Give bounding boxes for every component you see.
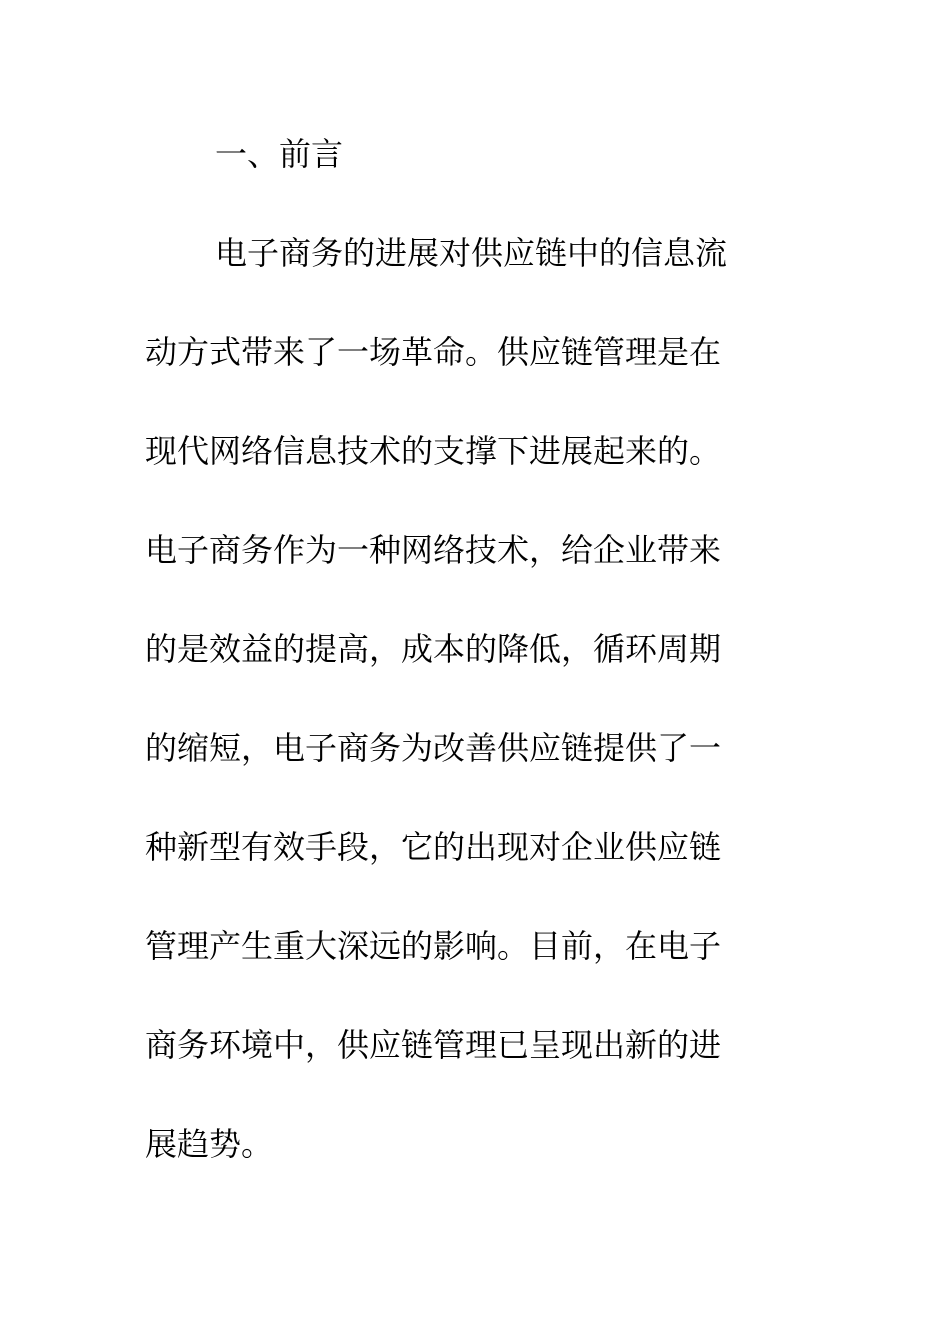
paragraph-line: 展趋势。 xyxy=(145,1125,274,1163)
paragraph-line: 现代网络信息技术的支撑下进展起来的。 xyxy=(145,432,722,470)
section-heading: 一、前言 xyxy=(215,135,344,173)
paragraph-line: 的是效益的提高，成本的降低，循环周期 xyxy=(145,630,722,668)
paragraph-line: 商务环境中，供应链管理已呈现出新的进 xyxy=(145,1026,722,1064)
paragraph-line: 动方式带来了一场革命。供应链管理是在 xyxy=(145,333,722,371)
paragraph-line: 管理产生重大深远的影响。目前，在电子 xyxy=(145,927,722,965)
paragraph-line: 种新型有效手段，它的出现对企业供应链 xyxy=(145,828,722,866)
paragraph-line: 电子商务的进展对供应链中的信息流 xyxy=(215,234,728,272)
paragraph-line: 的缩短，电子商务为改善供应链提供了一 xyxy=(145,729,722,767)
paragraph-line: 电子商务作为一种网络技术，给企业带来 xyxy=(145,531,722,569)
